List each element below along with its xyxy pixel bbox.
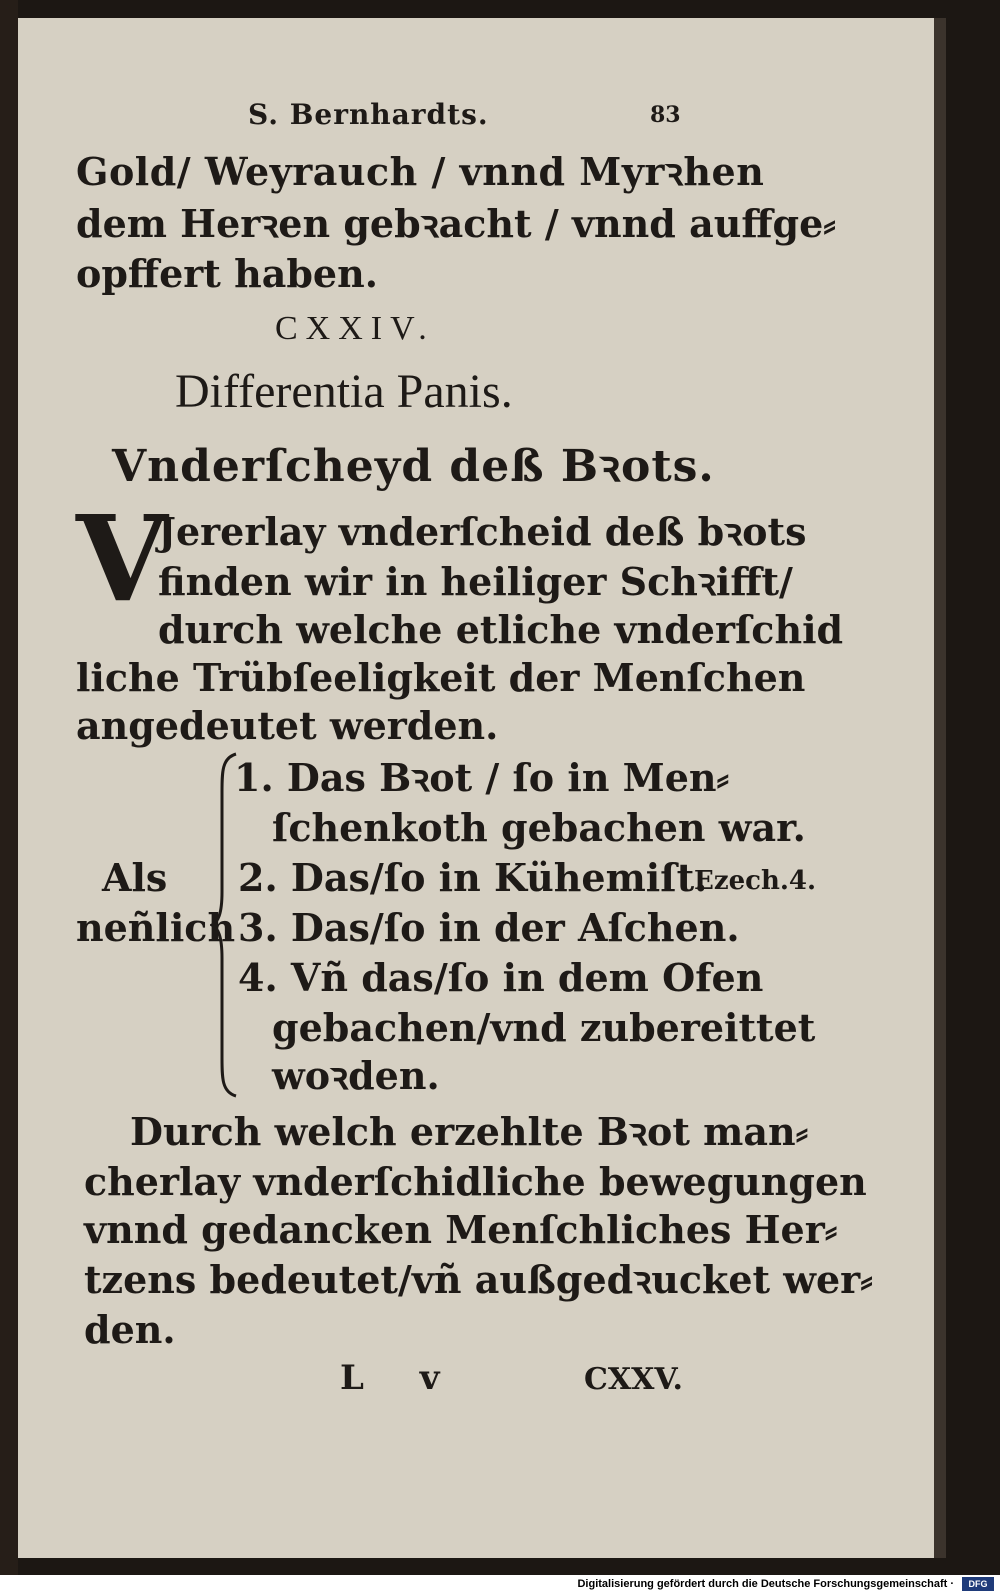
signature-mark: L v [340,1358,462,1398]
intro-line-3: opffert haben. [76,251,378,296]
list-item-1a: 1. Das Bꝛot / ſo in Men⸗ [234,755,730,800]
list-item-1b: ſchenkoth gebachen war. [272,805,806,850]
page-edge [934,18,946,1558]
chapter-german-title: Vnderſcheyd deß Bꝛots. [112,441,715,492]
closing-line-4: tzens bedeutet/vñ außgedꝛucket wer⸗ [84,1257,873,1302]
footer-credit: Digitalisierung gefördert durch die Deutsche Forschungsgemeinschaft · [577,1578,954,1590]
list-item-4a: 4. Vñ das/ſo in dem Ofen [238,955,764,1000]
intro-line-1: Gold/ Weyrauch / vnnd Myrꝛhen [76,149,765,194]
page-number: 83 [650,102,681,128]
paragraph-line-5: angedeutet werden. [76,703,499,748]
list-label-line-2: neñlich [76,905,236,950]
list-item-4c: woꝛden. [272,1053,440,1098]
paragraph-line-1: Jererlay vnderſcheid deß bꝛots [158,509,807,554]
closing-line-2: cherlay vnderſchidliche bewegungen [84,1159,867,1204]
paragraph-line-3: durch welche etliche vnderſchid [158,607,844,652]
margin-note: Ezech.4. [694,866,817,896]
drop-initial: V [76,489,168,628]
chapter-latin-title: Differentia Panis. [175,365,513,418]
paragraph-line-4: liche Trübſeeligkeit der Menſchen [76,655,806,700]
curly-brace-icon [210,752,240,1098]
dfg-logo: DFG [962,1577,994,1591]
chapter-number: CXXIV. [275,310,435,347]
list-label-line-1: Als [102,855,168,900]
closing-line-3: vnnd gedancken Menſchliches Her⸗ [84,1207,838,1252]
intro-line-2: dem Herꝛen gebꝛacht / vnnd auffge⸗ [76,201,836,246]
digitization-footer [0,1575,1000,1594]
closing-line-5: den. [84,1307,176,1352]
closing-line-1: Durch welch erzehlte Bꝛot man⸗ [130,1109,809,1154]
book-binding [0,0,18,1575]
running-head-title: S. Bernhardts. [248,98,489,131]
list-item-4b: gebachen/vnd zubereittet [272,1005,816,1050]
list-item-3: 3. Das/ſo in der Aſchen. [238,905,740,950]
catchword: CXXV. [584,1362,683,1397]
list-item-2: 2. Das/ſo in Kühemiſt. [238,855,708,900]
paragraph-line-2: finden wir in heiliger Schꝛifft/ [158,559,793,604]
